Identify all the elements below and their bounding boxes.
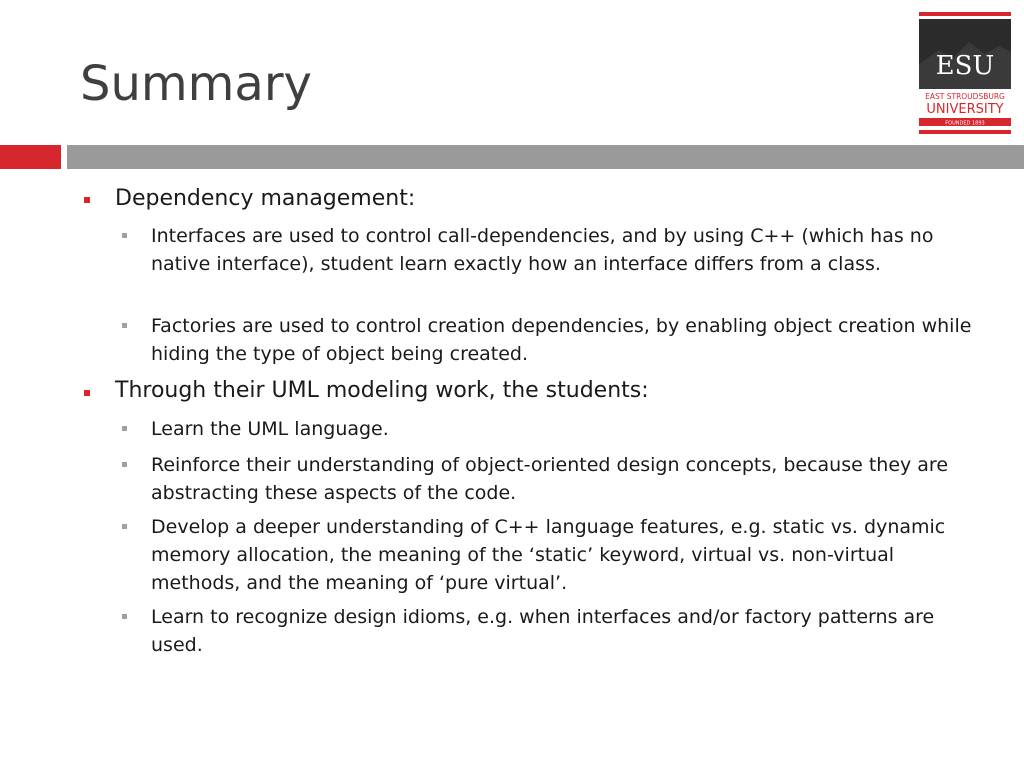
title-divider-bar [67, 145, 1024, 169]
logo-line2: UNIVERSITY [926, 102, 1004, 117]
bullet-marker [84, 197, 90, 203]
bullet-level-2: Learn to recognize design idioms, e.g. when interfaces and/or factory patterns are used. [151, 606, 935, 656]
logo-line1: EAST STROUDSBURG [925, 92, 1005, 101]
bullet-level-2: Interfaces are used to control call-dependencies, and by using C++ (which has no native interface), student learn exactly how an interface differs from a class. [151, 225, 934, 275]
sub-bullet-marker [122, 524, 127, 529]
bullet-level-2: Factories are used to control creation dependencies, by enabling object creation while hiding the type of object being created. [151, 315, 972, 365]
sub-bullet-marker [122, 614, 127, 619]
bullet-level-1: Dependency management: [115, 186, 416, 211]
bullet-level-2: Develop a deeper understanding of C++ language features, e.g. static vs. dynamic memory allocation, the meaning of the ‘static’ keyword, virtual vs. non-virtual methods, and the meaning of ‘pure virtual’. [151, 516, 946, 594]
slide-title: Summary [80, 56, 312, 112]
university-logo [919, 12, 1011, 134]
sub-bullet-marker [122, 233, 127, 238]
bullet-level-2: Learn the UML language. [151, 418, 389, 440]
logo-founded: FOUNDED 1893 [945, 120, 985, 127]
title-divider-accent [0, 145, 61, 169]
sub-bullet-marker [122, 323, 127, 328]
sub-bullet-marker [122, 462, 127, 467]
logo-letters: ESU [935, 51, 995, 81]
bullet-level-2: Reinforce their understanding of object-oriented design concepts, because they are abstracting these aspects of the code. [151, 454, 949, 504]
bullet-marker [84, 390, 90, 396]
sub-bullet-marker [122, 426, 127, 431]
bullet-level-1: Through their UML modeling work, the students: [115, 378, 649, 403]
